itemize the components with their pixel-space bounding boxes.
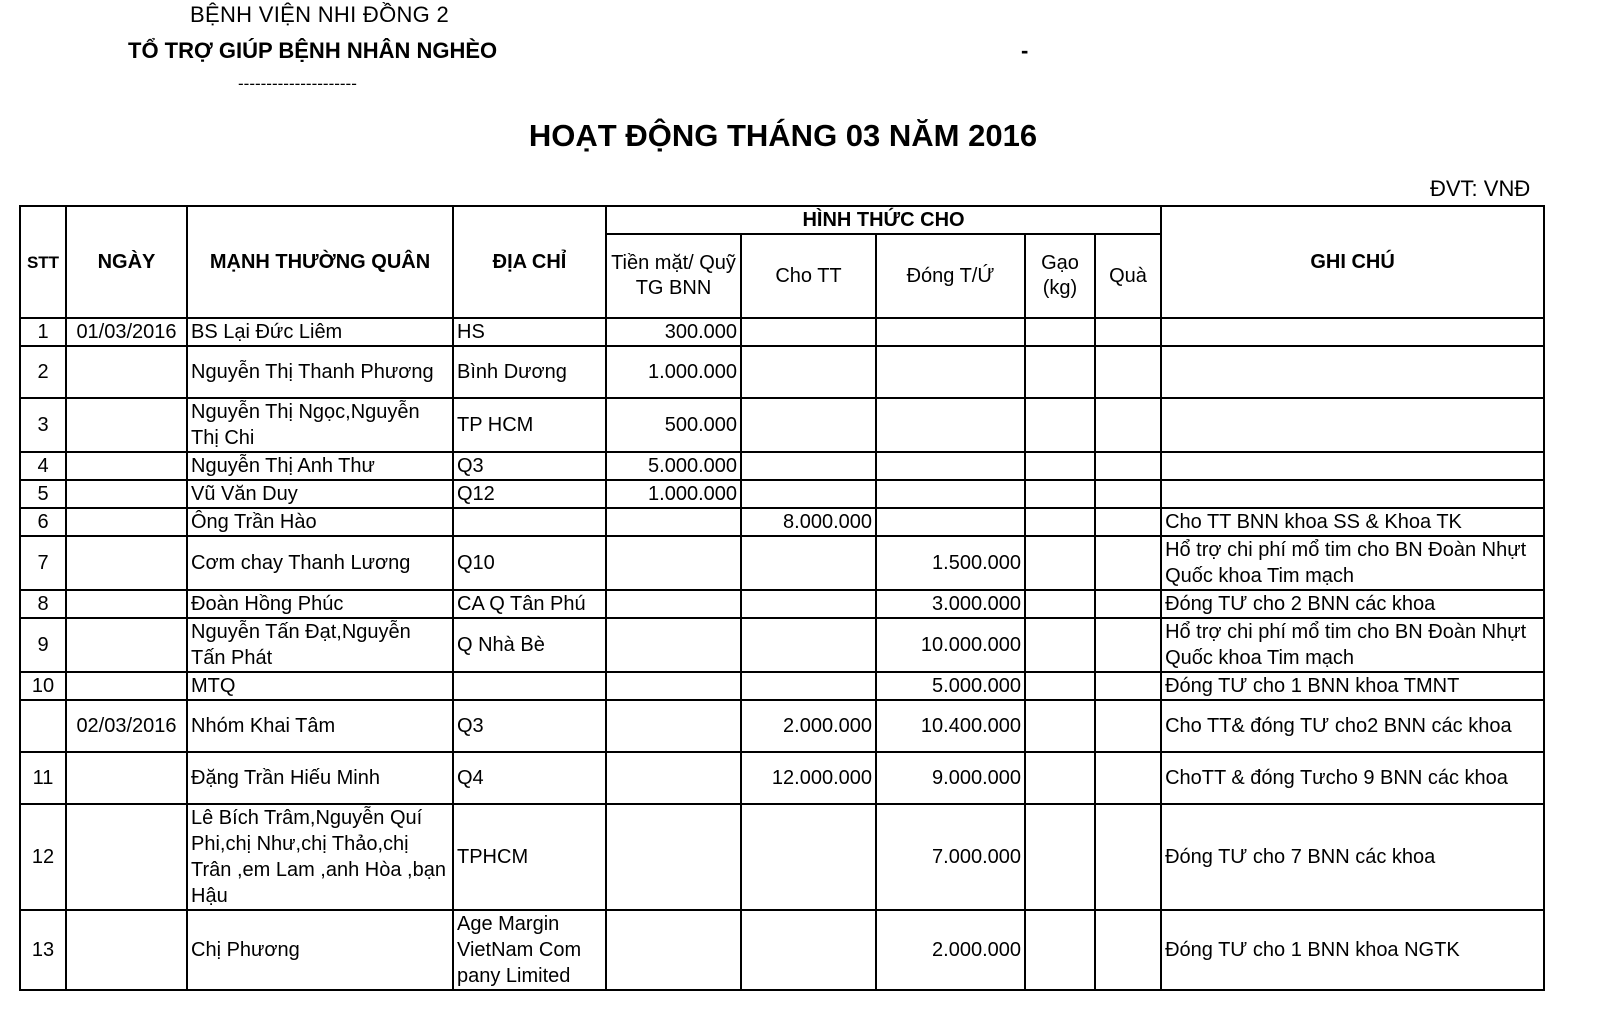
row-give bbox=[741, 318, 876, 346]
row-date: 02/03/2016 bbox=[66, 700, 187, 752]
row-address: TPHCM bbox=[453, 804, 606, 910]
row-give: 8.000.000 bbox=[741, 508, 876, 536]
page-title: HOẠT ĐỘNG THÁNG 03 NĂM 2016 bbox=[528, 118, 1038, 153]
row-cash: 5.000.000 bbox=[606, 452, 741, 480]
row-gift bbox=[1095, 700, 1161, 752]
row-give bbox=[741, 618, 876, 672]
row-rice bbox=[1025, 480, 1095, 508]
row-date bbox=[66, 508, 187, 536]
row-cash bbox=[606, 910, 741, 990]
row-give bbox=[741, 910, 876, 990]
row-gift bbox=[1095, 452, 1161, 480]
row-note: Cho TT BNN khoa SS & Khoa TK bbox=[1161, 508, 1544, 536]
row-rice bbox=[1025, 398, 1095, 452]
row-pay: 1.500.000 bbox=[876, 536, 1025, 590]
row-cash bbox=[606, 618, 741, 672]
row-rice bbox=[1025, 590, 1095, 618]
col-gift: Quà bbox=[1095, 234, 1161, 318]
row-note: Hổ trợ chi phí mổ tim cho BN Đoàn Nhựt Quốc khoa Tim mạch bbox=[1161, 618, 1544, 672]
row-cash bbox=[606, 672, 741, 700]
row-pay bbox=[876, 318, 1025, 346]
row-address: Bình Dương bbox=[453, 346, 606, 398]
table-body bbox=[20, 318, 1544, 990]
row-gift bbox=[1095, 804, 1161, 910]
row-donor: Chị Phương bbox=[187, 910, 453, 990]
row-rice bbox=[1025, 508, 1095, 536]
row-cash bbox=[606, 536, 741, 590]
row-stt: 7 bbox=[20, 536, 66, 590]
row-stt: 10 bbox=[20, 672, 66, 700]
row-address bbox=[453, 672, 606, 700]
row-pay bbox=[876, 508, 1025, 536]
row-rice bbox=[1025, 536, 1095, 590]
row-give bbox=[741, 346, 876, 398]
col-give: Cho TT bbox=[741, 234, 876, 318]
row-date bbox=[66, 480, 187, 508]
row-note bbox=[1161, 480, 1544, 508]
row-cash: 500.000 bbox=[606, 398, 741, 452]
row-stt: 12 bbox=[20, 804, 66, 910]
row-donor: Cơm chay Thanh Lương bbox=[187, 536, 453, 590]
row-date bbox=[66, 672, 187, 700]
row-stt: 6 bbox=[20, 508, 66, 536]
row-rice bbox=[1025, 318, 1095, 346]
header-dash: - bbox=[1021, 38, 1029, 63]
row-stt: 8 bbox=[20, 590, 66, 618]
row-note: Hổ trợ chi phí mổ tim cho BN Đoàn Nhựt Quốc khoa Tim mạch bbox=[1161, 536, 1544, 590]
row-give bbox=[741, 804, 876, 910]
hospital-name: BỆNH VIỆN NHI ĐỒNG 2 bbox=[190, 2, 450, 27]
row-pay bbox=[876, 398, 1025, 452]
row-donor: Vũ Văn Duy bbox=[187, 480, 453, 508]
row-donor: Lê Bích Trâm,Nguyễn Quí Phi,chị Như,chị Thảo,chị Trân ,em Lam ,anh Hòa ,bạn Hậu bbox=[187, 804, 453, 910]
row-cash bbox=[606, 590, 741, 618]
table-row bbox=[20, 508, 1544, 536]
activity-table bbox=[19, 205, 1545, 991]
row-address: TP HCM bbox=[453, 398, 606, 452]
table-row bbox=[20, 910, 1544, 990]
row-cash: 1.000.000 bbox=[606, 346, 741, 398]
table-row bbox=[20, 752, 1544, 804]
row-note bbox=[1161, 452, 1544, 480]
col-stt: STT bbox=[20, 206, 66, 318]
row-address: Q10 bbox=[453, 536, 606, 590]
row-donor: Nguyễn Thị Anh Thư bbox=[187, 452, 453, 480]
row-note: ChoTT & đóng Tưcho 9 BNN các khoa bbox=[1161, 752, 1544, 804]
row-address: Q4 bbox=[453, 752, 606, 804]
row-gift bbox=[1095, 508, 1161, 536]
row-pay: 2.000.000 bbox=[876, 910, 1025, 990]
row-stt: 13 bbox=[20, 910, 66, 990]
row-date bbox=[66, 346, 187, 398]
row-stt: 1 bbox=[20, 318, 66, 346]
row-note: Đóng TƯ cho 1 BNN khoa NGTK bbox=[1161, 910, 1544, 990]
row-gift bbox=[1095, 590, 1161, 618]
row-note: Đóng TƯ cho 7 BNN các khoa bbox=[1161, 804, 1544, 910]
row-donor: MTQ bbox=[187, 672, 453, 700]
row-pay bbox=[876, 346, 1025, 398]
row-cash: 300.000 bbox=[606, 318, 741, 346]
table-row bbox=[20, 452, 1544, 480]
row-date: 01/03/2016 bbox=[66, 318, 187, 346]
col-date: NGÀY bbox=[66, 206, 187, 318]
col-donor: MẠNH THƯỜNG QUÂN bbox=[187, 206, 453, 318]
row-address: Age Margin VietNam Com pany Limited bbox=[453, 910, 606, 990]
row-give: 12.000.000 bbox=[741, 752, 876, 804]
row-address: Q12 bbox=[453, 480, 606, 508]
table-row bbox=[20, 804, 1544, 910]
row-address: CA Q Tân Phú bbox=[453, 590, 606, 618]
row-pay: 5.000.000 bbox=[876, 672, 1025, 700]
table-row bbox=[20, 318, 1544, 346]
row-rice bbox=[1025, 910, 1095, 990]
row-address: Q3 bbox=[453, 452, 606, 480]
row-rice bbox=[1025, 700, 1095, 752]
currency-unit: ĐVT: VNĐ bbox=[1430, 176, 1531, 201]
row-note bbox=[1161, 318, 1544, 346]
col-note: GHI CHÚ bbox=[1161, 206, 1544, 318]
row-gift bbox=[1095, 398, 1161, 452]
row-address: Q3 bbox=[453, 700, 606, 752]
row-donor: Đoàn Hồng Phúc bbox=[187, 590, 453, 618]
row-pay: 9.000.000 bbox=[876, 752, 1025, 804]
row-donor: Nguyễn Thị Thanh Phương bbox=[187, 346, 453, 398]
table-row bbox=[20, 672, 1544, 700]
row-pay: 3.000.000 bbox=[876, 590, 1025, 618]
row-stt: 9 bbox=[20, 618, 66, 672]
row-date bbox=[66, 398, 187, 452]
row-date bbox=[66, 452, 187, 480]
row-note: Cho TT& đóng TƯ cho2 BNN các khoa bbox=[1161, 700, 1544, 752]
row-gift bbox=[1095, 910, 1161, 990]
header-separator: --------------------- bbox=[238, 74, 357, 93]
team-name: TỔ TRỢ GIÚP BỆNH NHÂN NGHÈO bbox=[128, 38, 498, 63]
table-row bbox=[20, 536, 1544, 590]
row-pay bbox=[876, 480, 1025, 508]
table-header bbox=[20, 206, 1544, 318]
row-rice bbox=[1025, 752, 1095, 804]
row-rice bbox=[1025, 672, 1095, 700]
row-give bbox=[741, 590, 876, 618]
row-address: HS bbox=[453, 318, 606, 346]
row-address bbox=[453, 508, 606, 536]
table-row bbox=[20, 700, 1544, 752]
row-pay: 10.400.000 bbox=[876, 700, 1025, 752]
row-stt: 3 bbox=[20, 398, 66, 452]
row-cash bbox=[606, 752, 741, 804]
row-donor: BS Lại Đức Liêm bbox=[187, 318, 453, 346]
col-cash: Tiền mặt/ Quỹ TG BNN bbox=[606, 234, 741, 318]
row-note bbox=[1161, 398, 1544, 452]
row-gift bbox=[1095, 752, 1161, 804]
row-give bbox=[741, 398, 876, 452]
row-stt: 2 bbox=[20, 346, 66, 398]
row-date bbox=[66, 752, 187, 804]
row-donor: Đặng Trần Hiếu Minh bbox=[187, 752, 453, 804]
row-cash bbox=[606, 804, 741, 910]
row-address: Q Nhà Bè bbox=[453, 618, 606, 672]
row-rice bbox=[1025, 618, 1095, 672]
row-gift bbox=[1095, 672, 1161, 700]
row-note: Đóng TƯ cho 2 BNN các khoa bbox=[1161, 590, 1544, 618]
row-gift bbox=[1095, 318, 1161, 346]
row-give bbox=[741, 672, 876, 700]
row-pay: 7.000.000 bbox=[876, 804, 1025, 910]
row-give bbox=[741, 480, 876, 508]
row-gift bbox=[1095, 618, 1161, 672]
row-date bbox=[66, 618, 187, 672]
row-cash bbox=[606, 700, 741, 752]
row-donor: Nguyễn Thị Ngọc,Nguyễn Thị Chi bbox=[187, 398, 453, 452]
row-rice bbox=[1025, 804, 1095, 910]
row-note: Đóng TƯ cho 1 BNN khoa TMNT bbox=[1161, 672, 1544, 700]
row-stt: 4 bbox=[20, 452, 66, 480]
row-donor: Nguyễn Tấn Đạt,Nguyễn Tấn Phát bbox=[187, 618, 453, 672]
table-row bbox=[20, 346, 1544, 398]
row-give: 2.000.000 bbox=[741, 700, 876, 752]
table-row bbox=[20, 590, 1544, 618]
col-group-form: HÌNH THỨC CHO bbox=[606, 206, 1161, 234]
row-stt bbox=[20, 700, 66, 752]
col-rice: Gạo (kg) bbox=[1025, 234, 1095, 318]
row-gift bbox=[1095, 346, 1161, 398]
row-gift bbox=[1095, 536, 1161, 590]
row-date bbox=[66, 910, 187, 990]
row-pay: 10.000.000 bbox=[876, 618, 1025, 672]
row-pay bbox=[876, 452, 1025, 480]
col-address: ĐỊA CHỈ bbox=[453, 206, 606, 318]
row-cash: 1.000.000 bbox=[606, 480, 741, 508]
table-row bbox=[20, 618, 1544, 672]
row-stt: 11 bbox=[20, 752, 66, 804]
row-date bbox=[66, 536, 187, 590]
col-pay: Đóng T/Ứ bbox=[876, 234, 1025, 318]
row-gift bbox=[1095, 480, 1161, 508]
row-stt: 5 bbox=[20, 480, 66, 508]
row-note bbox=[1161, 346, 1544, 398]
row-rice bbox=[1025, 346, 1095, 398]
row-date bbox=[66, 590, 187, 618]
row-cash bbox=[606, 508, 741, 536]
row-give bbox=[741, 452, 876, 480]
table-row bbox=[20, 398, 1544, 452]
row-rice bbox=[1025, 452, 1095, 480]
row-date bbox=[66, 804, 187, 910]
row-donor: Nhóm Khai Tâm bbox=[187, 700, 453, 752]
row-donor: Ông Trần Hào bbox=[187, 508, 453, 536]
table-row bbox=[20, 480, 1544, 508]
row-give bbox=[741, 536, 876, 590]
